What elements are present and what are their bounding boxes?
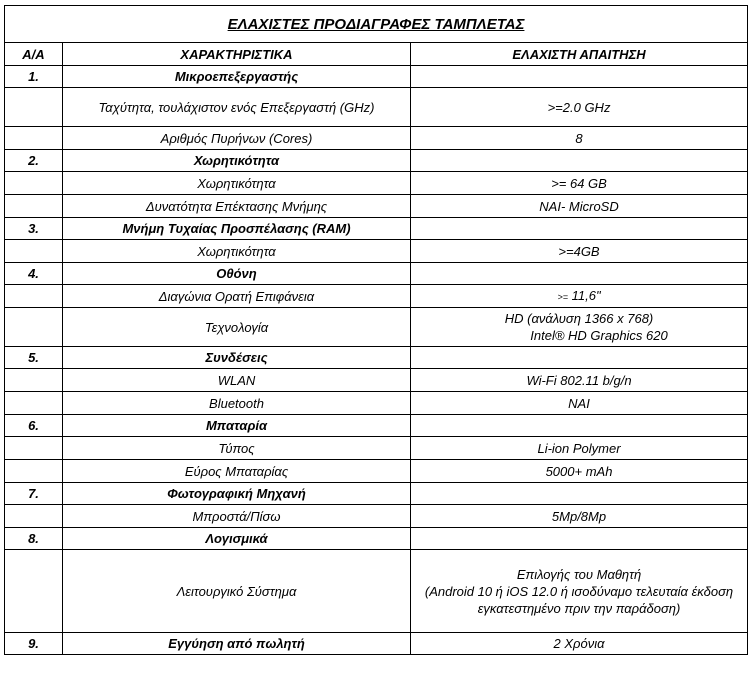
warranty-row (5, 633, 748, 655)
empty-cell (5, 437, 63, 460)
empty-cell (5, 505, 63, 528)
section-row-connections (5, 347, 748, 369)
empty-cell (5, 369, 63, 392)
section-number: 9. (5, 633, 63, 655)
section-number: 1. (5, 66, 63, 88)
item-label: Χωρητικότητα (63, 240, 411, 263)
item-label: Διαγώνια Ορατή Επιφάνεια (63, 285, 411, 308)
item-value (411, 308, 748, 347)
section-row-storage (5, 150, 748, 172)
item-row (5, 550, 748, 633)
empty-cell (5, 392, 63, 415)
item-row (5, 88, 748, 127)
section-name: Λογισμικά (63, 528, 411, 550)
item-value (411, 550, 748, 633)
value-line-2: (Android 10 ή iOS 12.0 ή ισοδύναμο τελευταία έκδοση εγκατεστημένο πριν την παράδοση) (424, 583, 734, 616)
item-row (5, 437, 748, 460)
header-aa: Α/Α (5, 43, 63, 66)
section-number: 7. (5, 483, 63, 505)
value-operator: >= (557, 291, 568, 302)
header-row (5, 43, 748, 66)
section-name: Μνήμη Τυχαίας Προσπέλασης (RAM) (63, 218, 411, 240)
section-number: 6. (5, 415, 63, 437)
value-line-1: Επιλογής του Μαθητή (516, 566, 642, 582)
section-empty-cell (411, 263, 748, 285)
section-empty-cell (411, 483, 748, 505)
empty-cell (5, 240, 63, 263)
value-text: 11,6" (571, 287, 601, 303)
section-row-camera (5, 483, 748, 505)
item-label: Δυνατότητα Επέκτασης Μνήμης (63, 195, 411, 218)
item-label: Τεχνολογία (63, 308, 411, 347)
section-empty-cell (411, 347, 748, 369)
table-title: ΕΛΑΧΙΣΤΕΣ ΠΡΟΔΙΑΓΡΑΦΕΣ ΤΑΜΠΛΕΤΑΣ (5, 6, 748, 43)
item-row (5, 460, 748, 483)
section-empty-cell (411, 66, 748, 88)
section-name: Συνδέσεις (63, 347, 411, 369)
item-value: Wi-Fi 802.11 b/g/n (411, 369, 748, 392)
item-label: Λειτουργικό Σύστημα (63, 550, 411, 633)
item-row (5, 308, 748, 347)
item-value: 5Mp/8Mp (411, 505, 748, 528)
section-name: Φωτογραφική Μηχανή (63, 483, 411, 505)
section-name: Μικροεπεξεργαστής (63, 66, 411, 88)
section-empty-cell (411, 528, 748, 550)
section-row-cpu (5, 66, 748, 88)
header-requirement: ΕΛΑΧΙΣΤΗ ΑΠΑΙΤΗΣΗ (411, 43, 748, 66)
section-name: Οθόνη (63, 263, 411, 285)
item-row (5, 392, 748, 415)
item-label: WLAN (63, 369, 411, 392)
item-row (5, 127, 748, 150)
item-label: Bluetooth (63, 392, 411, 415)
value-line-1: HD (ανάλυση 1366 x 768) (504, 311, 654, 326)
warranty-value: 2 Χρόνια (411, 633, 748, 655)
item-row (5, 172, 748, 195)
section-row-battery (5, 415, 748, 437)
item-row (5, 505, 748, 528)
spec-table (4, 5, 748, 655)
item-label: Τύπος (63, 437, 411, 460)
item-value: Li-ion Polymer (411, 437, 748, 460)
section-number: 2. (5, 150, 63, 172)
item-row (5, 240, 748, 263)
empty-cell (5, 460, 63, 483)
section-empty-cell (411, 150, 748, 172)
section-number: 8. (5, 528, 63, 550)
section-empty-cell (411, 415, 748, 437)
item-row (5, 285, 748, 308)
item-label: Μπροστά/Πίσω (63, 505, 411, 528)
item-label: Χωρητικότητα (63, 172, 411, 195)
title-row (5, 6, 748, 43)
section-number: 3. (5, 218, 63, 240)
item-value: ΝΑΙ (411, 392, 748, 415)
empty-cell (5, 308, 63, 347)
empty-cell (5, 88, 63, 127)
item-row (5, 195, 748, 218)
empty-cell (5, 195, 63, 218)
empty-cell (5, 127, 63, 150)
value-line-2: Intel® HD Graphics 620 (530, 328, 668, 343)
item-label: Εύρος Μπαταρίας (63, 460, 411, 483)
empty-cell (5, 550, 63, 633)
section-name: Χωρητικότητα (63, 150, 411, 172)
section-row-software (5, 528, 748, 550)
section-name: Μπαταρία (63, 415, 411, 437)
item-value: >=2.0 GHz (411, 88, 748, 127)
item-value: 5000+ mAh (411, 460, 748, 483)
item-label: Αριθμός Πυρήνων (Cores) (63, 127, 411, 150)
section-row-screen (5, 263, 748, 285)
header-features: ΧΑΡΑΚΤΗΡΙΣΤΙΚΑ (63, 43, 411, 66)
section-empty-cell (411, 218, 748, 240)
item-label: Ταχύτητα, τουλάχιστον ενός Επεξεργαστή (GHz) (63, 88, 411, 127)
section-row-ram (5, 218, 748, 240)
warranty-label: Εγγύηση από πωλητή (63, 633, 411, 655)
item-value: >= 64 GB (411, 172, 748, 195)
item-value: >=4GB (411, 240, 748, 263)
empty-cell (5, 172, 63, 195)
section-number: 4. (5, 263, 63, 285)
item-value (411, 285, 748, 308)
item-value: ΝΑΙ- MicroSD (411, 195, 748, 218)
section-number: 5. (5, 347, 63, 369)
empty-cell (5, 285, 63, 308)
item-value: 8 (411, 127, 748, 150)
item-row (5, 369, 748, 392)
